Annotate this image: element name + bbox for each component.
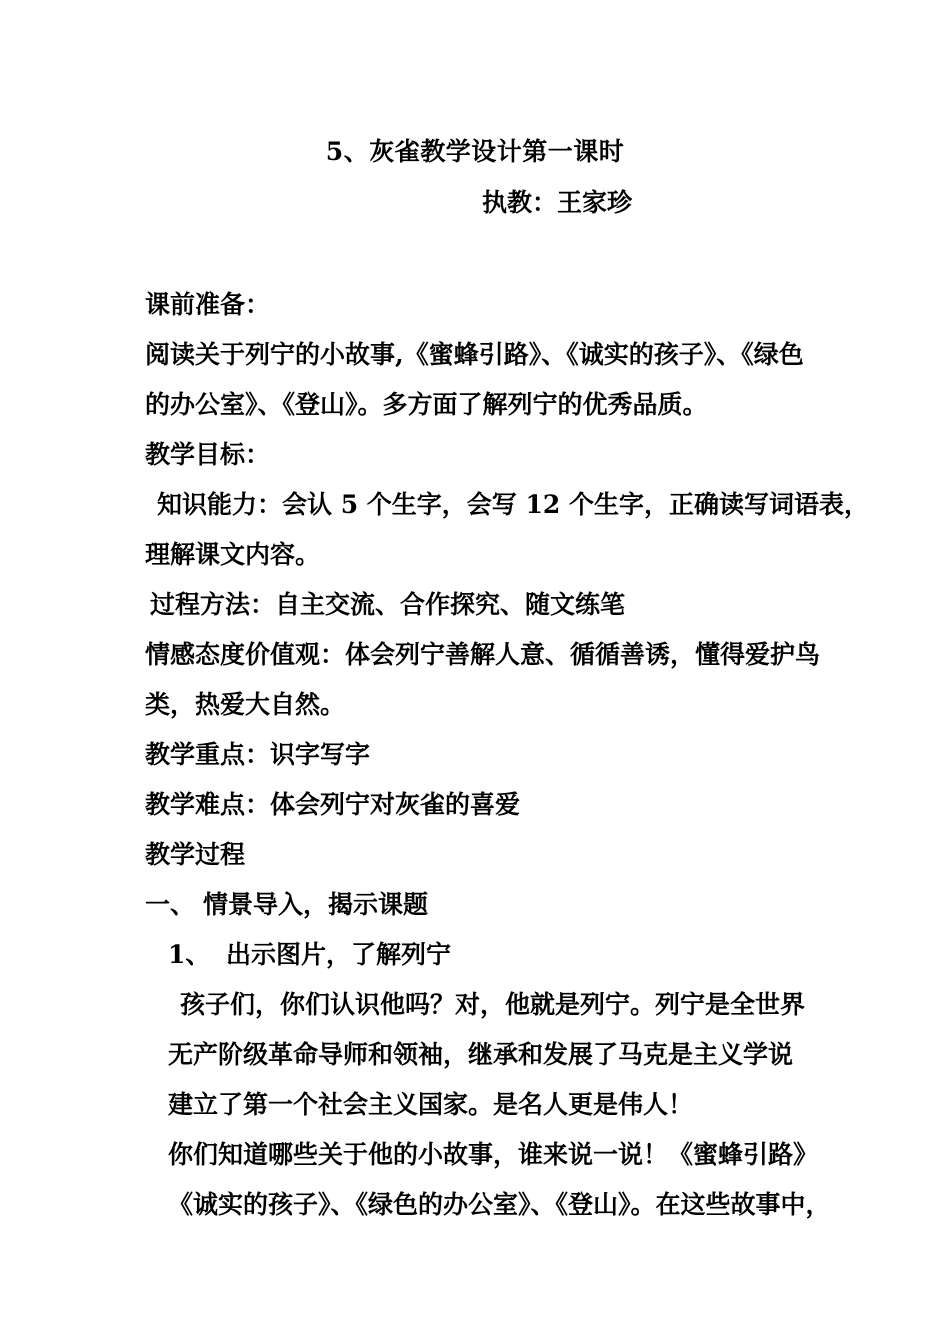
document-title: 5、灰雀教学设计第一课时 — [325, 137, 625, 166]
heading-goals: 教学目标： — [145, 440, 271, 469]
heading-process: 教学过程 — [145, 840, 246, 869]
item-text: 出示图片，了解列宁 — [226, 940, 452, 969]
paragraph-line: 情感态度价值观：体会列宁善解人意、循循善诱，懂得爱护鸟 — [145, 640, 821, 669]
paragraph-line: 理解课文内容。 — [145, 540, 321, 569]
author-line: 执教：王家珍 — [482, 188, 633, 217]
paragraph-line: 阅读关于列宁的小故事,《蜜蜂引路》、《诚实的孩子》、《绿色 — [145, 340, 804, 369]
paragraph-line: 过程方法：自主交流、合作探究、随文练笔 — [150, 590, 626, 619]
item-marker: 1、 — [168, 940, 211, 969]
heading-preparation: 课前准备： — [145, 290, 271, 319]
heading-difficulties: 教学难点：体会列宁对灰雀的喜爱 — [145, 790, 521, 819]
paragraph-line: 的办公室》、《登山》。多方面了解列宁的优秀品质。 — [145, 390, 708, 419]
paragraph-line: 无产阶级革命导师和领袖，继承和发展了马克是主义学说 — [168, 1040, 794, 1069]
paragraph-line: 类，热爱大自然。 — [145, 690, 346, 719]
section-marker: 一、 — [145, 890, 196, 919]
document-body — [145, 280, 870, 1230]
section-heading — [145, 880, 835, 930]
paragraph-line: 孩子们，你们认识他吗？对，他就是列宁。列宁是全世界 — [180, 990, 806, 1019]
paragraph-line: 建立了第一个社会主义国家。是名人更是伟人！ — [168, 1090, 694, 1119]
section-title: 情景导入，揭示课题 — [203, 890, 429, 919]
list-item — [145, 930, 835, 980]
paragraph-line: 你们知道哪些关于他的小故事，谁来说一说！《蜜蜂引路》 — [168, 1140, 819, 1169]
paragraph-line: 《诚实的孩子》、《绿色的办公室》、《登山》。在这些故事中， — [168, 1190, 831, 1219]
paragraph-line: 知识能力：会认 5 个生字，会写 12 个生字，正确读写词语表， — [157, 490, 870, 519]
heading-key-points: 教学重点：识字写字 — [145, 740, 371, 769]
